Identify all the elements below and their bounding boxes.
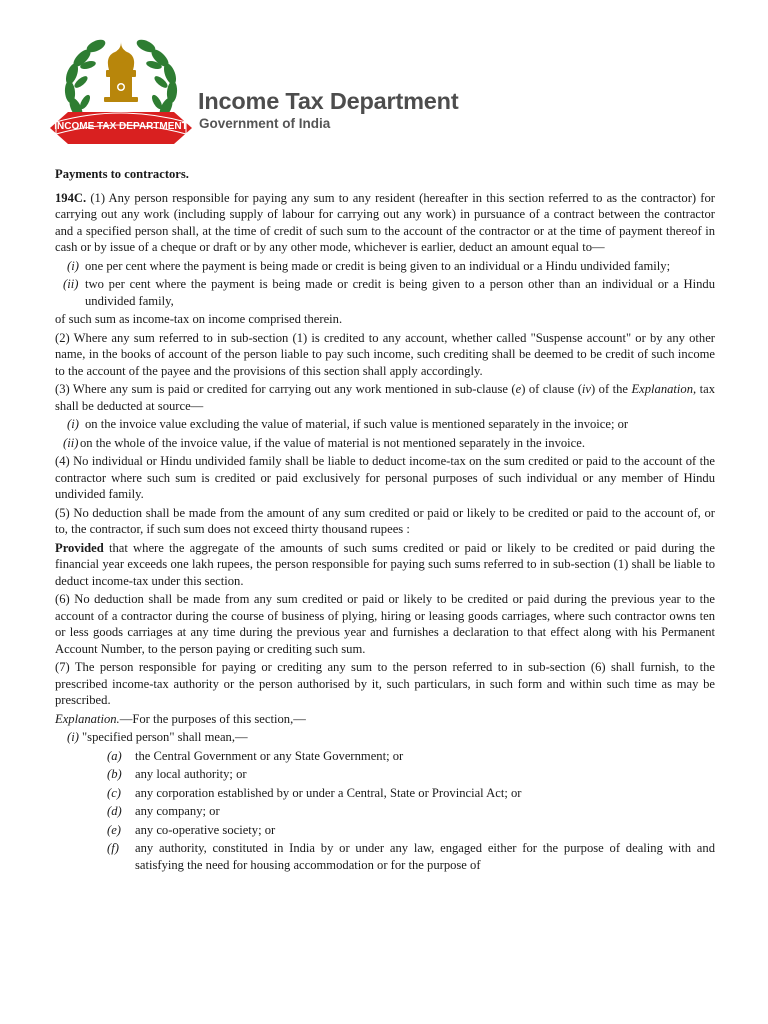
explanation bbox=[55, 711, 715, 728]
list-item-text: on the whole of the invoice value, if the value of material is not mentioned separately in the invoice. bbox=[80, 435, 585, 450]
list-item-text: on the invoice value excluding the value of material, if such value is mentioned separately in the invoice; or bbox=[85, 417, 629, 431]
page-header bbox=[46, 30, 746, 150]
p3-clause-e: e bbox=[515, 382, 522, 396]
list-item-text: two per cent where the payment is being made or credit is being given to a person other than an individual or a Hindu undivided family, bbox=[85, 277, 715, 308]
list-item-text: the Central Government or any State Government; or bbox=[135, 748, 404, 763]
list-marker: (d) bbox=[107, 804, 122, 818]
list-marker: (b) bbox=[107, 767, 122, 781]
list-item-text: any company; or bbox=[135, 804, 220, 818]
list-marker: (e) bbox=[107, 822, 121, 837]
list-marker: (a) bbox=[107, 748, 122, 763]
list-marker: (ii) bbox=[63, 277, 79, 291]
paragraph-3 bbox=[55, 381, 715, 414]
proviso-label: Provided bbox=[55, 540, 104, 555]
p3-text-b: ) of clause ( bbox=[521, 382, 582, 396]
list-item bbox=[55, 803, 715, 820]
list-marker: (i) bbox=[67, 730, 79, 744]
paragraph-4: (4) No individual or Hindu undivided family shall be liable to deduct income-tax on the sum credited or paid to the account of the contractor where such sum is credited or paid exclusively for personal purposes of such individual or any member of Hindu undivided family. bbox=[55, 454, 715, 501]
section-number: 194C. bbox=[55, 190, 87, 205]
document-body bbox=[55, 166, 715, 875]
list-item bbox=[55, 840, 715, 873]
list-item-text: any authority, constituted in India by or under any law, engaged either for the purpose of dealing with and satisfying the need for housing accommodation or for the purpose of bbox=[135, 841, 715, 872]
proviso-text: that where the aggregate of the amounts of such sums credited or paid or likely to be credited or paid during the financial year exceeds one lakh rupees, the person responsible for paying such sums referred to in sub-section (1) shall be liable to deduct income-tax under this section. bbox=[55, 540, 715, 588]
list-item-text: "specified person" shall mean,— bbox=[78, 730, 248, 744]
list-item bbox=[55, 766, 715, 783]
department-name: Income Tax Department bbox=[198, 88, 459, 114]
government-subtitle: Government of India bbox=[199, 116, 331, 131]
explanation-clause-i bbox=[55, 729, 715, 746]
list-item-text: one per cent where the payment is being made or credit is being given to an individual or a Hindu undivided family; bbox=[85, 258, 671, 273]
paragraph-1-tail: of such sum as income-tax on income comprised therein. bbox=[55, 312, 343, 326]
list-marker: (i) bbox=[67, 417, 79, 431]
list-item bbox=[55, 435, 715, 452]
list-marker: (ii) bbox=[63, 435, 79, 450]
list-marker: (i) bbox=[67, 258, 79, 273]
p3-clause-iv: iv bbox=[581, 382, 592, 396]
list-marker: (c) bbox=[107, 785, 121, 800]
paragraph-7: (7) The person responsible for paying or crediting any sum to the person referred to in sub-section (6) shall furnish, to the prescribed income-tax authority or the person authorised by it, such particulars, in such form and within such time as may be prescribed. bbox=[55, 660, 715, 707]
list-item bbox=[55, 258, 715, 275]
explanation-text: —For the purposes of this section,— bbox=[119, 711, 306, 726]
paragraph-6: (6) No deduction shall be made from any sum credited or paid or likely to be credited or paid during the previous year to the account of a contractor during the course of business of plying, hiring or leasing goods carriages, where such contractor owns ten or less goods carriages at any time during the previous year and furnishes a declaration to that effect along with his Permanent Account Number, to the person paying or crediting such sum. bbox=[55, 592, 715, 656]
p3-text-d: tax shall be deducted at source— bbox=[55, 382, 715, 413]
list-marker: (f) bbox=[107, 841, 119, 855]
paragraph-5: (5) No deduction shall be made from the amount of any sum credited or paid or likely to be credited or paid to the account of, or to, the contractor, if such sum does not exceed thirty thousand rupees : bbox=[55, 505, 715, 536]
proviso bbox=[55, 540, 715, 590]
list-item bbox=[55, 748, 715, 765]
list-item bbox=[55, 822, 715, 839]
p3-text-c: ) of the bbox=[591, 382, 632, 396]
income-tax-emblem-logo bbox=[46, 30, 196, 148]
list-item bbox=[55, 276, 715, 309]
list-item-text: any local authority; or bbox=[135, 767, 247, 781]
list-item-text: any co-operative society; or bbox=[135, 822, 276, 837]
list-item bbox=[55, 785, 715, 802]
section-title: Payments to contractors. bbox=[55, 167, 189, 181]
emblem-ribbon-text: INCOME TAX DEPARTMENT bbox=[54, 121, 188, 132]
explanation-label: Explanation. bbox=[55, 711, 120, 726]
paragraph-1-text: (1) Any person responsible for paying any sum to any resident (hereafter in this section referred to as the contractor) for carrying out any work (including supply of labour for carrying out any work) in pursuance of a contract between the contractor and a specified person shall, at the time of credit of such sum to the account of the contractor or at the time of payment thereof in cash or by issue of a cheque or draft or by any other mode, whichever is earlier, deduct an amount equal to— bbox=[55, 190, 715, 254]
p3-explanation: Explanation, bbox=[631, 382, 697, 396]
paragraph-2: (2) Where any sum referred to in sub-section (1) is credited to any account, whether called "Suspense account" or by any other name, in the books of account of the person liable to pay such income, such crediting shall be deemed to be credit of such income to the account of the payee and the provisions of this section shall apply accordingly. bbox=[55, 330, 715, 378]
p3-text-a: (3) Where any sum is paid or credited for carrying out any work mentioned in sub-clause ( bbox=[55, 382, 516, 396]
list-item bbox=[55, 416, 715, 433]
paragraph-1 bbox=[55, 190, 715, 256]
list-item-text: any corporation established by or under a Central, State or Provincial Act; or bbox=[135, 785, 522, 800]
